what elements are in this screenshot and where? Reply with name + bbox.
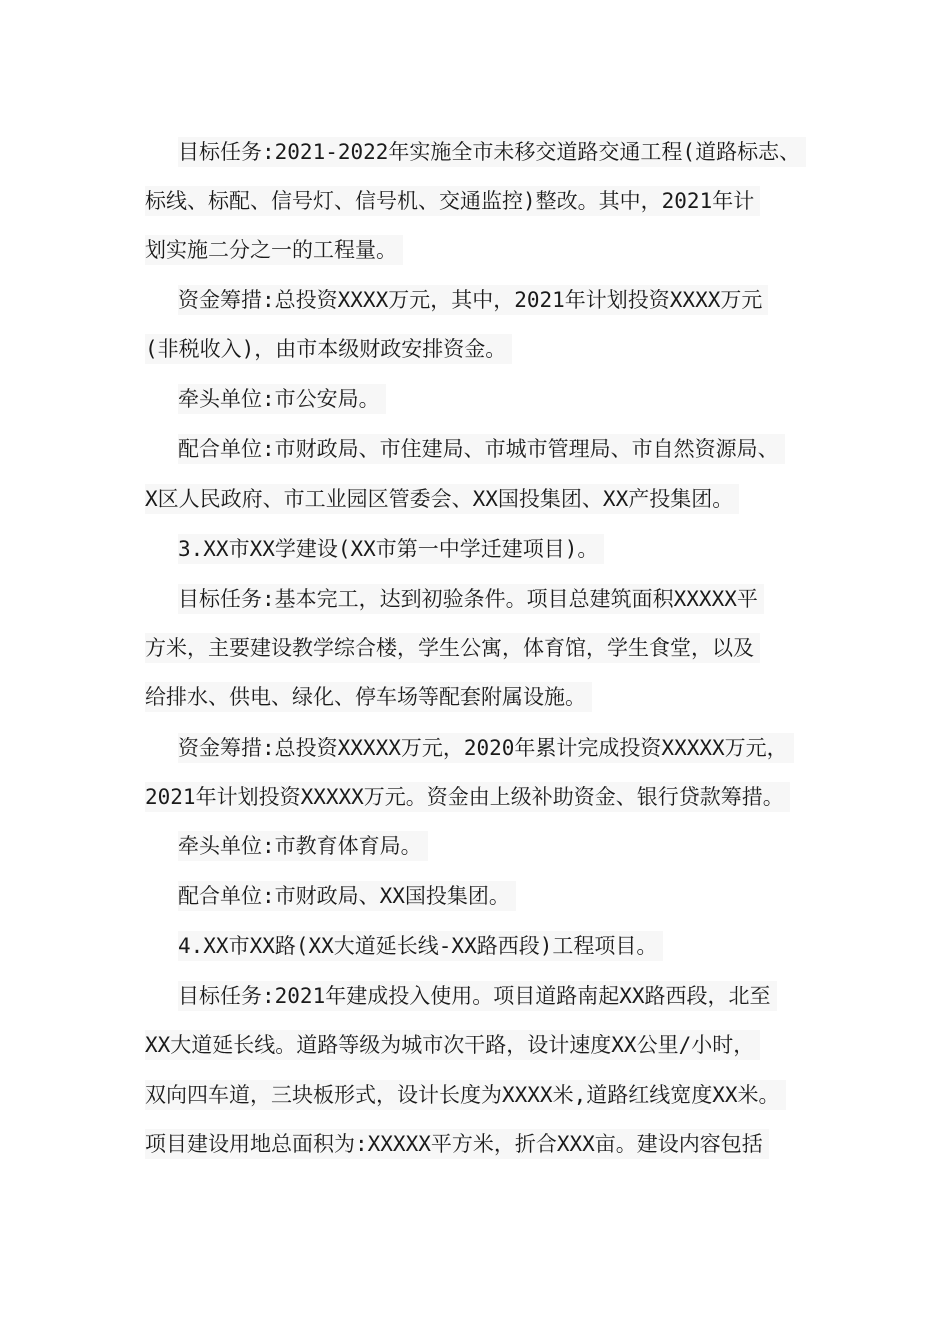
paragraph-line: 牵头单位:市教育体育局。 — [178, 831, 428, 861]
section-heading: 3.XX市XX学建设(XX市第一中学迁建项目)。 — [178, 534, 604, 564]
paragraph-line: 牵头单位:市公安局。 — [178, 384, 386, 414]
paragraph-line: 项目建设用地总面积为:XXXXX平方米，折合XXX亩。建设内容包括 — [145, 1129, 769, 1159]
paragraph-line: (非税收入)，由市本级财政安排资金。 — [145, 334, 512, 364]
paragraph-line: 配合单位:市财政局、市住建局、市城市管理局、市自然资源局、 — [178, 434, 785, 464]
section-heading: 4.XX市XX路(XX大道延长线-XX路西段)工程项目。 — [178, 931, 663, 961]
paragraph-line: 资金筹措:总投资XXXX万元，其中，2021年计划投资XXXX万元 — [178, 285, 768, 315]
paragraph-line: 双向四车道，三块板形式，设计长度为XXXX米,道路红线宽度XX米。 — [145, 1080, 786, 1110]
paragraph-line: XX大道延长线。道路等级为城市次干路，设计速度XX公里/小时， — [145, 1030, 760, 1060]
paragraph-line: 标线、标配、信号灯、信号机、交通监控)整改。其中，2021年计 — [145, 186, 760, 216]
paragraph-line: 目标任务:2021年建成投入使用。项目道路南起XX路西段，北至 — [178, 981, 777, 1011]
paragraph-line: 目标任务:基本完工，达到初验条件。项目总建筑面积XXXXX平 — [178, 584, 764, 614]
paragraph-line: X区人民政府、市工业园区管委会、XX国投集团、XX产投集团。 — [145, 484, 739, 514]
paragraph-line: 给排水、供电、绿化、停车场等配套附属设施。 — [145, 682, 592, 712]
paragraph-line: 划实施二分之一的工程量。 — [145, 235, 403, 265]
paragraph-line: 目标任务:2021-2022年实施全市未移交道路交通工程(道路标志、 — [178, 137, 806, 167]
paragraph-line: 配合单位:市财政局、XX国投集团。 — [178, 881, 516, 911]
paragraph-line: 2021年计划投资XXXXX万元。资金由上级补助资金、银行贷款筹措。 — [145, 782, 790, 812]
paragraph-line: 资金筹措:总投资XXXXX万元，2020年累计完成投资XXXXX万元， — [178, 733, 794, 763]
paragraph-line: 方米，主要建设教学综合楼，学生公寓，体育馆，学生食堂，以及 — [145, 633, 760, 663]
